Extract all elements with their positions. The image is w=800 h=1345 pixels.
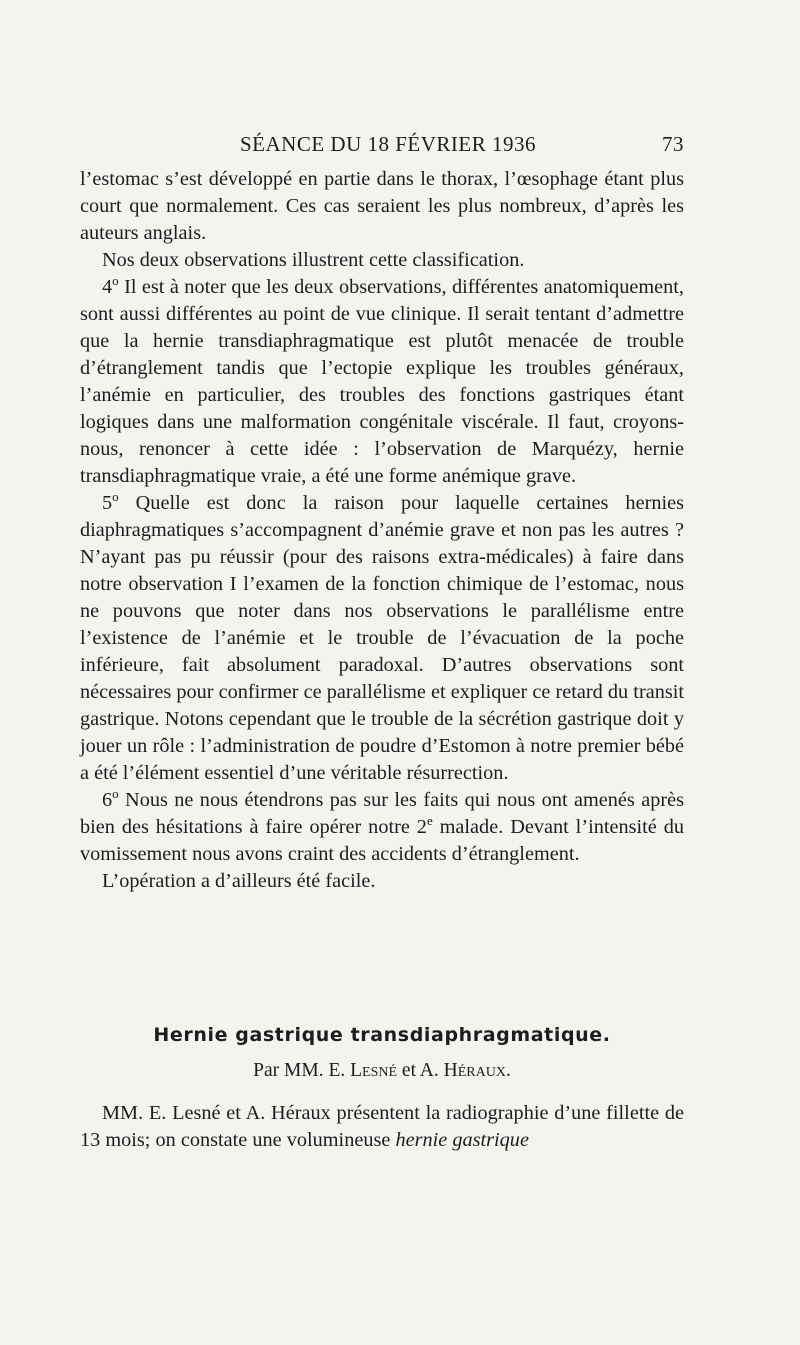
- section-title: Hernie gastrique transdiaphragmatique.: [153, 1024, 611, 1046]
- paragraph: L’opération a d’ailleurs été facile.: [102, 870, 376, 892]
- main-text: [80, 166, 684, 895]
- paragraph: Nos deux observations illustrent cette classification.: [102, 249, 525, 271]
- paragraph-continuation: l’estomac s’est développé en partie dans le thorax, l’œsophage étant plus court que normalement. Ces cas seraient les plus nombreux, d’après les auteurs anglais.: [80, 168, 684, 244]
- section-text: [80, 1100, 684, 1154]
- running-title: SÉANCE DU 18 FÉVRIER 1936: [240, 132, 537, 156]
- paragraph-point-5: 5$^o$ Quelle est donc la raison pour laquelle certaines hernies diaphragmatiques s’accompagnent d’anémie grave et non pas les autres ? N’ayant pas pu réussir (pour des raisons extra-médicales) à faire dans notre observation I l’examen de la fonction chimique de l’estomac, nous ne pouvons que noter dans nos observations le parallélisme entre l’existence de l’anémie et le trouble de l’évacuation de la poche inférieure, fait absolument paradoxal. D’autres observations sont nécessaires pour confirmer ce parallélisme et expliquer ce retard du transit gastrique. Notons cependant que le trouble de la sécrétion gastrique doit y jouer un rôle : l’administration de poudre d’Estomon à notre premier bébé a été l’élément essentiel d’une véritable résurrection.: [80, 489, 684, 784]
- page-number: 73: [662, 132, 684, 156]
- section-authors: Par MM. E. Lesné et A. Héraux.: [253, 1060, 511, 1081]
- paragraph-point-6: 6$^o$ Nous ne nous étendrons pas sur les faits qui nous ont amenés après bien des hésitations à faire opérer notre 2e malade. Devant l’intensité du vomissement nous avons craint des accidents d’étranglement.: [80, 786, 684, 865]
- paragraph: MM. E. Lesné et A. Héraux présentent la radiographie d’une fillette de 13 mois; on constate une volumineuse hernie gastrique: [80, 1102, 684, 1151]
- paragraph-point-4: 4$^o$ Il est à noter que les deux observations, différentes anatomiquement, sont aussi différentes au point de vue clinique. Il serait tentant d’admettre que la hernie transdiaphragmatique est plutôt menacée de trouble d’étranglement tandis que l’ectopie explique les troubles généraux, l’anémie en particulier, des troubles des fonctions gastriques étant logiques dans une malformation congénitale viscérale. Il faut, croyons-nous, renoncer à cette idée : l’observation de Marquézy, hernie transdiaphragmatique vraie, a été une forme anémique grave.: [80, 273, 684, 487]
